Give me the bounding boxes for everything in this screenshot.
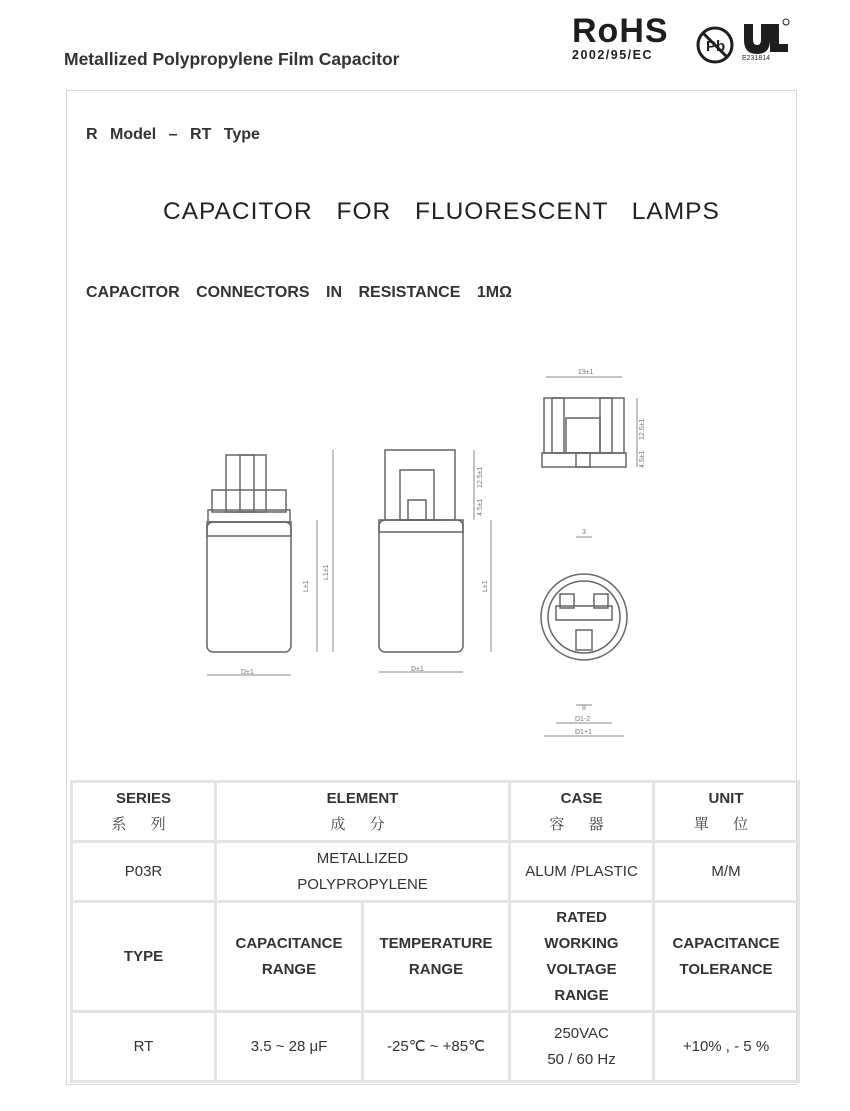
connector-bottom-view	[541, 574, 627, 660]
rohs-logo: RoHS	[572, 12, 669, 50]
document-title: Metallized Polypropylene Film Capacitor	[64, 49, 400, 69]
ul-mark-icon	[740, 18, 790, 58]
type-value: RT	[72, 1012, 216, 1082]
tolerance-header: CAPACITANCE TOLERANCE	[654, 902, 799, 1012]
voltage-range-header: RATED WORKING VOLTAGE RANGE	[510, 902, 654, 1012]
series-value: P03R	[72, 842, 216, 902]
dim-4-5: 4.5±1	[477, 498, 484, 516]
dim-gap-8: 8	[582, 705, 586, 712]
rohs-directive: 2002/95/EC	[572, 48, 654, 62]
pb-text: Pb	[706, 38, 726, 55]
spec-table	[70, 780, 800, 1083]
sub-heading: CAPACITOR CONNECTORS IN RESISTANCE 1MΩ	[86, 284, 512, 301]
dim-d1-minus: D1-2	[575, 716, 591, 723]
technical-drawing	[190, 350, 670, 750]
capacitor-side-view	[207, 455, 291, 652]
main-heading: CAPACITOR FOR FLUORESCENT LAMPS	[163, 198, 720, 225]
capacitance-value: 3.5 ~ 28 μF	[216, 1012, 363, 1082]
ul-file-number: E231814	[742, 55, 771, 62]
case-value: ALUM /PLASTIC	[510, 842, 654, 902]
case-header: CASE 容 器	[510, 782, 654, 842]
model-line: R Model – RT Type	[86, 126, 260, 143]
unit-header: UNIT 單 位	[654, 782, 799, 842]
dim-d-2: D±1	[411, 666, 424, 673]
table-header-row-1	[72, 782, 799, 842]
voltage-value: 250VAC 50 / 60 Hz	[510, 1012, 654, 1082]
series-header: SERIES 系 列	[72, 782, 216, 842]
capacitance-range-header: CAPACITANCE RANGE	[216, 902, 363, 1012]
certification-logos	[572, 14, 792, 70]
dim-top-12-5: 12.5±1	[639, 418, 646, 440]
dim-l-2: L±1	[482, 580, 489, 592]
dim-top-4-5: 4.5±1	[639, 450, 646, 468]
capacitor-front-view	[379, 450, 463, 652]
dim-d1-plus: D1+1	[575, 729, 592, 736]
table-header-row-2	[72, 902, 799, 1012]
temperature-value: -25℃ ~ +85℃	[363, 1012, 510, 1082]
table-row-1	[72, 842, 799, 902]
temperature-range-header: TEMPERATURE RANGE	[363, 902, 510, 1012]
dim-gap-3: 3	[582, 529, 586, 536]
lead-free-icon	[694, 24, 738, 68]
dim-d-1: D±1	[241, 669, 254, 676]
dim-top-width: 19±1	[578, 369, 594, 376]
dim-l-1: L±1	[303, 580, 310, 592]
connector-top-view	[542, 398, 626, 467]
dim-12-5: 12.5±1	[477, 466, 484, 488]
dim-l1-1: L1±1	[323, 564, 330, 580]
type-header: TYPE	[72, 902, 216, 1012]
tolerance-value: +10% , - 5 %	[654, 1012, 799, 1082]
unit-value: M/M	[654, 842, 799, 902]
element-value: METALLIZED POLYPROPYLENE	[216, 842, 510, 902]
table-row-2	[72, 1012, 799, 1082]
element-header: ELEMENT 成 分	[216, 782, 510, 842]
